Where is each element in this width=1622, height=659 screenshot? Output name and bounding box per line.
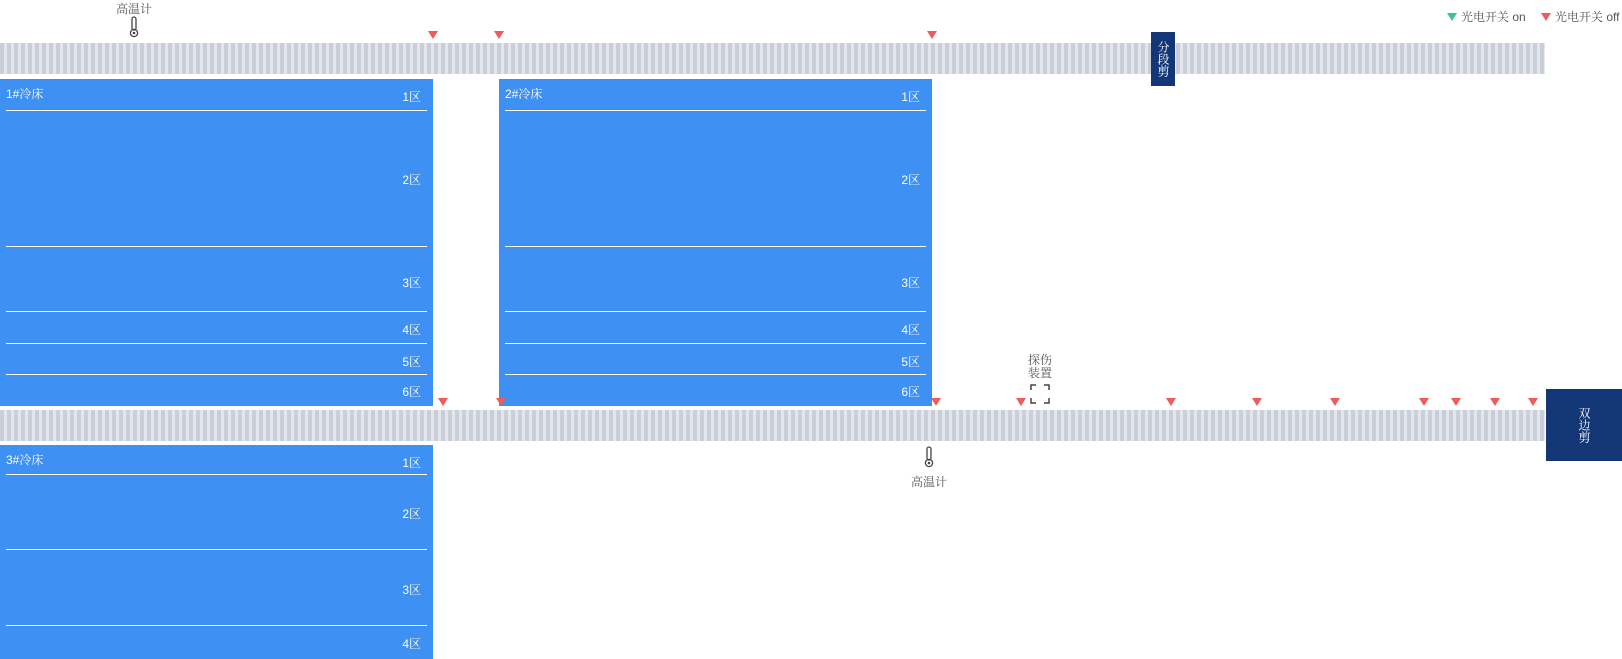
zone-divider (6, 474, 427, 475)
sensor-top-2[interactable] (494, 31, 504, 39)
cooling-bed-1[interactable] (0, 79, 433, 406)
sensor-bottom-3[interactable] (931, 398, 941, 406)
sensor-bottom-8[interactable] (1419, 398, 1429, 406)
zone-divider (505, 246, 926, 247)
segment-shear-label: 分段剪 (1156, 41, 1170, 77)
sensor-top-1[interactable] (428, 31, 438, 39)
zone-divider (505, 311, 926, 312)
sensor-bottom-5[interactable] (1166, 398, 1176, 406)
zone-label: 4区 (402, 637, 421, 651)
thermometer-bottom-label: 高温计 (911, 475, 948, 489)
double-side-shear-label: 双边剪 (1577, 407, 1591, 443)
legend-on (1447, 8, 1526, 25)
zone-divider (6, 549, 427, 550)
zone-label: 2区 (402, 173, 421, 187)
thermometer-icon[interactable] (923, 446, 935, 468)
sensor-on-icon (1447, 13, 1457, 21)
cooling-bed-2[interactable] (499, 79, 932, 406)
sensor-bottom-10[interactable] (1490, 398, 1500, 406)
sensor-bottom-9[interactable] (1451, 398, 1461, 406)
zone-divider (505, 374, 926, 375)
sensor-top-3[interactable] (927, 31, 937, 39)
legend-off-label: 光电开关 off (1555, 10, 1620, 24)
flaw-detector-icon[interactable] (1030, 384, 1050, 404)
zone-label: 6区 (901, 385, 920, 399)
cooling-bed-title: 2#冷床 (505, 87, 543, 101)
sensor-off-icon (1541, 13, 1551, 21)
legend-on-label: 光电开关 on (1461, 10, 1526, 24)
zone-label: 5区 (901, 355, 920, 369)
zone-label: 4区 (402, 323, 421, 337)
sensor-bottom-6[interactable] (1252, 398, 1262, 406)
zone-label: 2区 (901, 173, 920, 187)
cooling-bed-3[interactable] (0, 445, 433, 659)
zone-divider (505, 343, 926, 344)
zone-divider (6, 110, 427, 111)
zone-divider (6, 374, 427, 375)
sensor-bottom-7[interactable] (1330, 398, 1340, 406)
zone-divider (6, 625, 427, 626)
zone-label: 5区 (402, 355, 421, 369)
zone-divider (505, 110, 926, 111)
zone-label: 2区 (402, 507, 421, 521)
thermometer-top-label: 高温计 (116, 2, 153, 16)
zone-label: 1区 (402, 90, 421, 104)
double-side-shear[interactable] (1546, 389, 1622, 461)
thermometer-icon[interactable] (128, 16, 140, 38)
zone-divider (6, 311, 427, 312)
zone-label: 4区 (901, 323, 920, 337)
flaw-detector-label: 探伤 装置 (1028, 353, 1053, 380)
cooling-bed-title: 3#冷床 (6, 453, 44, 467)
top-roller-table (0, 43, 1545, 74)
zone-label: 3区 (402, 276, 421, 290)
zone-label: 3区 (402, 583, 421, 597)
sensor-bottom-4[interactable] (1016, 398, 1026, 406)
segment-shear[interactable] (1151, 32, 1175, 86)
zone-label: 6区 (402, 385, 421, 399)
zone-divider (6, 343, 427, 344)
legend-off (1541, 8, 1619, 25)
zone-divider (6, 246, 427, 247)
zone-label: 3区 (901, 276, 920, 290)
sensor-bottom-11[interactable] (1528, 398, 1538, 406)
zone-label: 1区 (402, 456, 421, 470)
sensor-bottom-1[interactable] (438, 398, 448, 406)
sensor-bottom-2[interactable] (496, 398, 506, 406)
zone-label: 1区 (901, 90, 920, 104)
bottom-roller-table (0, 410, 1545, 441)
cooling-bed-title: 1#冷床 (6, 87, 44, 101)
